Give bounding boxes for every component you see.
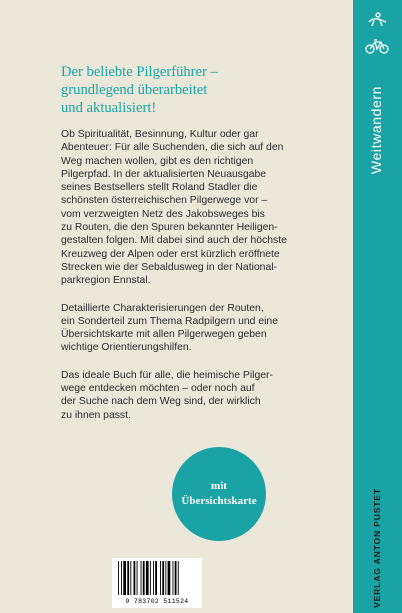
barcode-bars	[112, 558, 202, 598]
text-line: der Suche nach dem Weg sind, der wirklich	[61, 396, 261, 408]
text-line: schönsten österreichischen Pilgerwege vor –	[61, 195, 268, 207]
isbn-number: 9 783702 511524	[125, 598, 189, 605]
series-label: Weitwandern	[368, 85, 384, 175]
barcode	[112, 558, 202, 608]
text-line: Abenteuer: Für alle Suchenden, die sich auf den	[61, 142, 284, 154]
text-line: Übersichtskarte mit allen Pilgerwegen geben	[61, 329, 267, 341]
headline-line: und aktualisiert!	[61, 100, 157, 116]
badge-line: mit	[211, 480, 227, 492]
text-line: Das ideale Buch für alle, die heimische Pilger-	[61, 369, 273, 381]
text-line: Detaillierte Charakterisierungen der Routen,	[61, 302, 264, 314]
blurb-paragraph	[61, 128, 343, 288]
text-line: Strecken wie der Sebaldusweg in der National-	[61, 261, 278, 273]
text-line: seines Bestsellers stellt Roland Stadler die	[61, 182, 258, 194]
text-line: Weg machen wollen, gibt es den richtigen	[61, 155, 254, 167]
text-line: ein Sonderteil zum Thema Radpilgern und eine	[61, 315, 278, 327]
text-line: wege entdecken möchten – oder noch auf	[61, 383, 255, 395]
hiker-icon	[366, 12, 388, 28]
text-line: Ob Spiritualität, Besinnung, Kultur oder gar	[61, 129, 259, 140]
text-line: Kreuzweg der Alpen oder erst kürzlich eröffnete	[61, 248, 280, 260]
blurb-text	[61, 128, 343, 436]
text-line: zu ihnen passt.	[61, 409, 131, 421]
map-badge	[172, 447, 266, 541]
bicycle-icon	[365, 38, 389, 54]
text-line: wichtige Orientierungshilfen.	[61, 342, 192, 354]
text-line: vom verzweigten Netz des Jakobsweges bis	[61, 208, 265, 220]
text-line: parkregion Ennstal.	[61, 275, 151, 287]
badge-line: Übersichtskarte	[181, 495, 257, 507]
text-line: gestalten folgen. Mit dabei sind auch der höchste	[61, 235, 287, 247]
headline-line: grundlegend überarbeitet	[61, 82, 208, 98]
text-line: Pilgerpfad. In der aktualisierten Neuausgabe	[61, 168, 267, 180]
publisher-name: VERLAG ANTON PUSTET	[372, 488, 382, 608]
headline	[61, 63, 281, 117]
headline-line: Der beliebte Pilgerführer –	[61, 64, 218, 80]
blurb-paragraph	[61, 302, 343, 355]
text-line: zu Routen, die den Spuren bekannter Heiligen-	[61, 222, 278, 234]
blurb-paragraph	[61, 369, 343, 422]
